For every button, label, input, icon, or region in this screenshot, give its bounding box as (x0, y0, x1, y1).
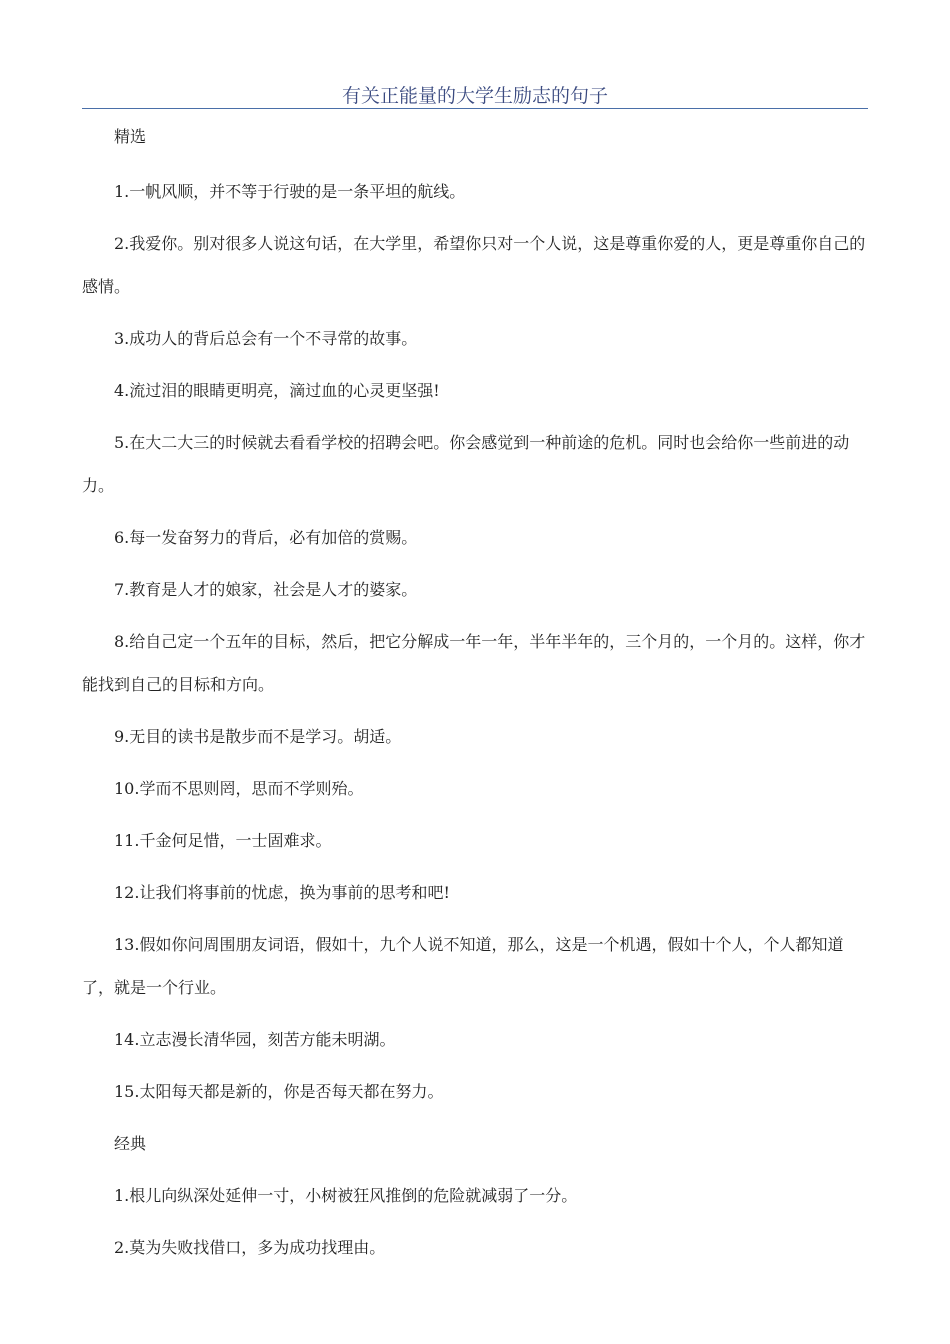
list-item: 11.千金何足惜，一士固难求。 (114, 831, 332, 850)
list-item: 3.成功人的背后总会有一个不寻常的故事。 (114, 329, 418, 348)
list-item: 1.一帆风顺，并不等于行驶的是一条平坦的航线。 (114, 182, 466, 201)
list-item: 1.根儿向纵深处延伸一寸，小树被狂风推倒的危险就减弱了一分。 (114, 1186, 578, 1205)
document-body (82, 124, 868, 1269)
list-item: 2.我爱你。别对很多人说这句话，在大学里，希望你只对一个人说，这是尊重你爱的人，更是尊重你自己的感情。 (82, 234, 866, 296)
list-item: 7.教育是人才的娘家，社会是人才的婆家。 (114, 580, 418, 599)
list-item: 4.流过泪的眼睛更明亮，滴过血的心灵更坚强! (114, 381, 440, 400)
list-item: 10.学而不思则罔，思而不学则殆。 (114, 779, 364, 798)
page-title: 有关正能量的大学生励志的句子 (341, 85, 608, 107)
list-item: 6.每一发奋努力的背后，必有加倍的赏赐。 (114, 528, 418, 547)
list-item: 5.在大二大三的时候就去看看学校的招聘会吧。你会感觉到一种前途的危机。同时也会给你一些前进的动力。 (82, 433, 850, 495)
list-item: 8.给自己定一个五年的目标，然后，把它分解成一年一年，半年半年的，三个月的，一个月的。这样，你才能找到自己的目标和方向。 (82, 632, 866, 694)
title-divider (82, 108, 868, 109)
list-item: 2.莫为失败找借口，多为成功找理由。 (114, 1238, 386, 1257)
list-item: 15.太阳每天都是新的，你是否每天都在努力。 (114, 1082, 444, 1101)
list-item: 13.假如你问周围朋友词语，假如十，九个人说不知道，那么，这是一个机遇，假如十个人，个人都知道了，就是一个行业。 (82, 935, 844, 997)
section-heading: 精选 (114, 127, 147, 146)
list-item: 12.让我们将事前的忧虑，换为事前的思考和吧! (114, 883, 450, 902)
list-item: 9.无目的读书是散步而不是学习。胡适。 (114, 727, 402, 746)
section-heading: 经典 (114, 1134, 147, 1153)
list-item: 14.立志漫长清华园，刻苦方能未明湖。 (114, 1030, 396, 1049)
